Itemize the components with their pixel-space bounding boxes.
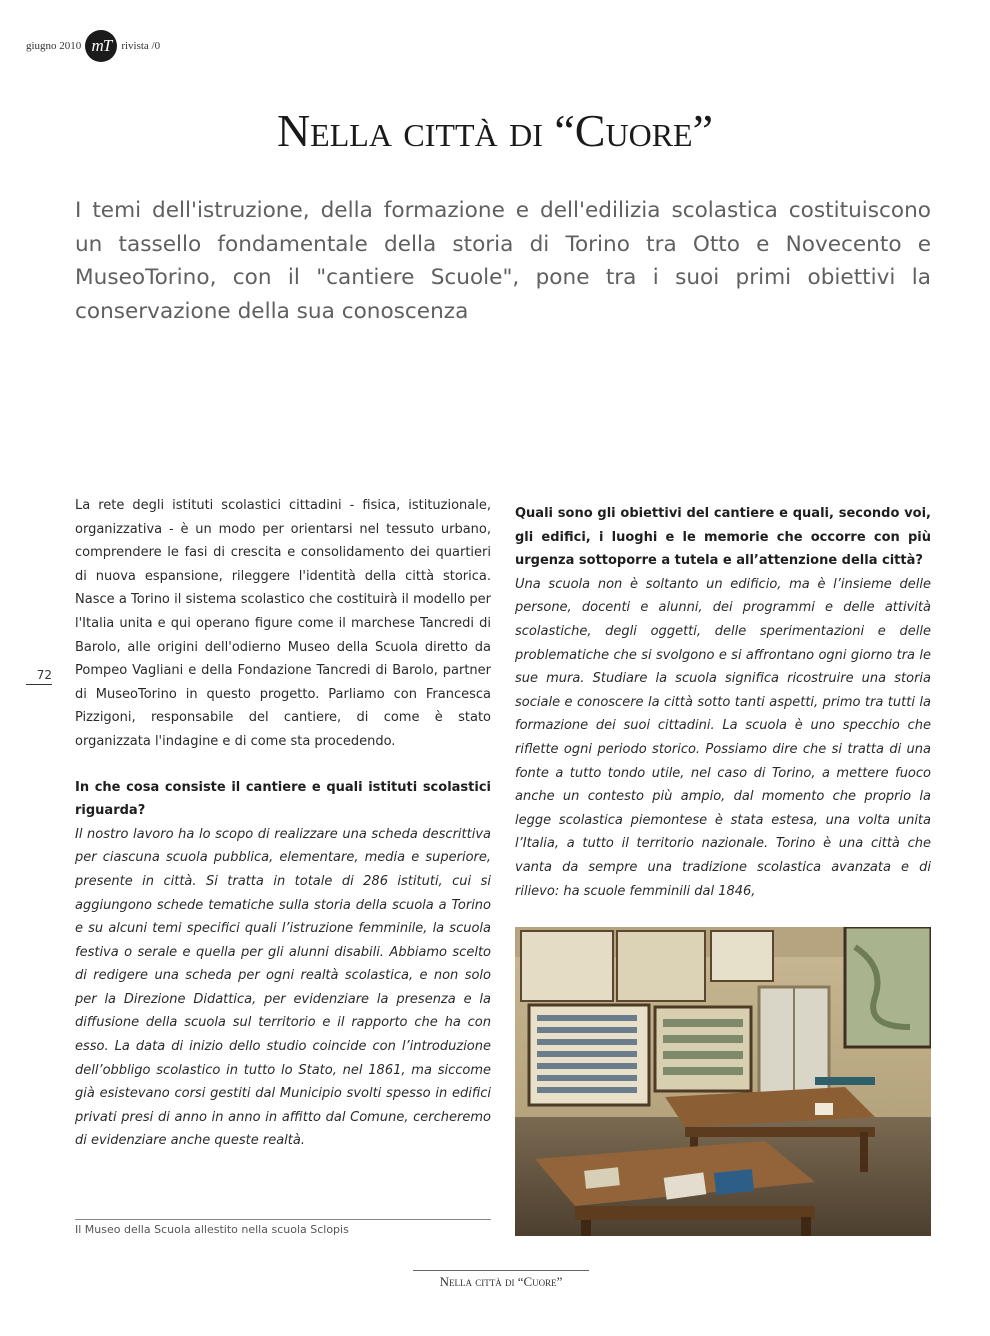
running-footer: Nella città di “Cuore”	[439, 1274, 563, 1289]
issue-number: rivista /0	[121, 40, 161, 52]
issue-date: giugno 2010	[26, 40, 82, 52]
article-lead: I temi dell'istruzione, della formazione e dell'edilizia scolastica costituiscono un tassello fondamentale della storia di Torino tra Otto e Novecento e MuseoTorino, con il "cantiere Scuole", pone tra i suoi primi obiettivi la conservazione della sua conoscenza	[75, 198, 931, 324]
interview-answer-1: Il nostro lavoro ha lo scopo di realizzare una scheda descrittiva per ciascuna scuola pubblica, elementare, media e superiore, presente in città. Si tratta in totale di 286 istituti, cui si aggiungono schede tematiche sulla storia della scuola a Torino e su alcuni temi specifici quali l’istruzione femminile, la scuola festiva o serale e quella per gli alunni disabili. Abbiamo scelto di redigere una scheda per ogni realtà scolastica, e non solo per la Direzione Didattica, per evidenziare la presenza e la diffusione della scuola sul territorio e il rapporto che ha con esso. La data di inizio dello studio coincide con l’introduzione dell’obbligo scolastico in tutto lo Stato, nel 1861, ma siccome già esistevano corsi gestiti dal Municipio svolti spesso in edifici privati presi di anno in anno in affitto dal Comune, cercheremo di evidenziare anche queste realtà.	[75, 826, 491, 1149]
interview-question-1: In che cosa consiste il cantiere e quali istituti scolastici riguarda?	[75, 779, 491, 819]
right-column	[515, 502, 931, 903]
interview-question-2: Quali sono gli obiettivi del cantiere e quali, secondo voi, gli edifici, i luoghi e le memorie che occorre con più urgenza sottoporre a tutela e all’attenzione della città?	[515, 506, 931, 569]
magazine-logo: mT	[85, 30, 117, 62]
interview-answer-2: Una scuola non è soltanto un edificio, ma è l’insieme delle persone, docenti e alunni, dei programmi e delle attività scolastiche, degli oggetti, delle sperimentazioni e delle problematiche che si svolgono e si affrontano ogni giorno tra le sue mura. Studiare la scuola significa ricostruire una storia sociale e conoscere la città sotto tanti aspetti, primo tra tutti la formazione dei suoi cittadini. La scuola è uno specchio che riflette ogni periodo storico. Possiamo dire che si tratta di una fonte a tutto tondo utile, nel caso di Torino, a mettere fuoco anche un contesto più ampio, dal momento che proprio la legge scolastica piemontese è stata estesa, una volta unita l’Italia, a tutto il territorio nazionale. Torino è una città che vanta da sempre una tradizione scolastica avanzata e di rilievo: ha scuole femminili dal 1846,	[515, 576, 931, 899]
classroom-photo	[515, 927, 931, 1236]
intro-paragraph: La rete degli istituti scolastici cittadini - fisica, istituzionale, organizzativa - è un modo per orientarsi nel tessuto urbano, comprendere le fasi di crescita e consolidamento dei quartieri di nuova espansione, rileggere l'identità della città storica. Nasce a Torino il sistema scolastico che costituirà il modello per l'Italia unita e qui operano figure come il marchese Tancredi di Barolo, alle origini dell'odierno Museo della Scuola diretto da Pompeo Vagliani e della Fondazione Tancredi di Barolo, partner di MuseoTorino in questo progetto. Parliamo con Francesca Pizzigoni, responsabile del cantiere, di come è stato organizzata l'indagine e di come sta procedendo.	[75, 498, 491, 749]
photo-caption: Il Museo della Scuola allestito nella scuola Sclopis	[75, 1223, 349, 1236]
running-header	[26, 30, 160, 62]
caption-divider	[75, 1219, 491, 1220]
classroom-illustration	[515, 927, 931, 1236]
left-column	[75, 494, 491, 1153]
page-number: 72	[26, 668, 52, 685]
footer-divider	[413, 1270, 589, 1271]
article-title: Nella città di “Cuore”	[276, 105, 714, 156]
